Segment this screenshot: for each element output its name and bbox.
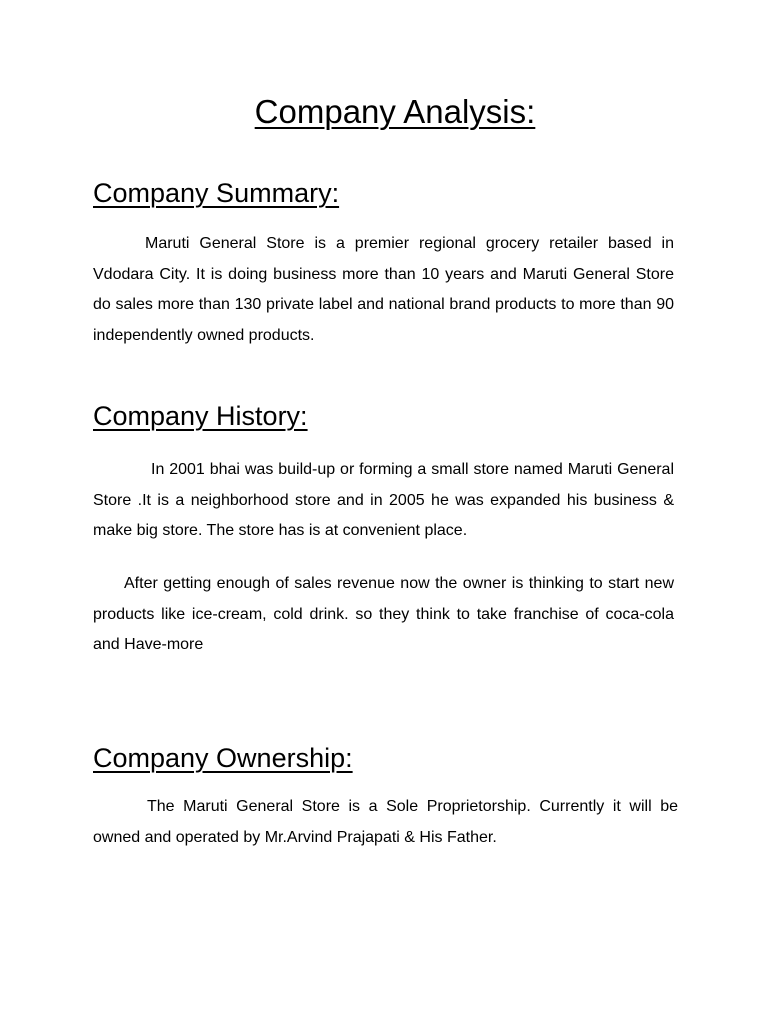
section-heading-history: Company History: [93,401,308,431]
ownership-paragraph: The Maruti General Store is a Sole Proprietorship. Currently it will be owned and operated by Mr.Arvind Prajapati & His Father. [93,798,678,846]
history-paragraph-2: After getting enough of sales revenue now the owner is thinking to start new products like ice-cream, cold drink. so they think to take franchise of coca-cola and Have-more [93,575,674,654]
section-heading-summary: Company Summary: [93,178,340,208]
history-paragraph-1: In 2001 bhai was build-up or forming a small store named Maruti General Store .It is a neighborhood store and in 2005 he was expanded his business & make big store. The store has is at convenient place. [93,461,674,540]
section-heading-ownership: Company Ownership: [93,743,353,773]
summary-paragraph: Maruti General Store is a premier regional grocery retailer based in Vdodara City. It is doing business more than 10 years and Maruti General Store do sales more than 130 private label and national brand products to more than 90 independently owned products. [93,235,674,345]
page-title: Company Analysis: [254,93,536,130]
